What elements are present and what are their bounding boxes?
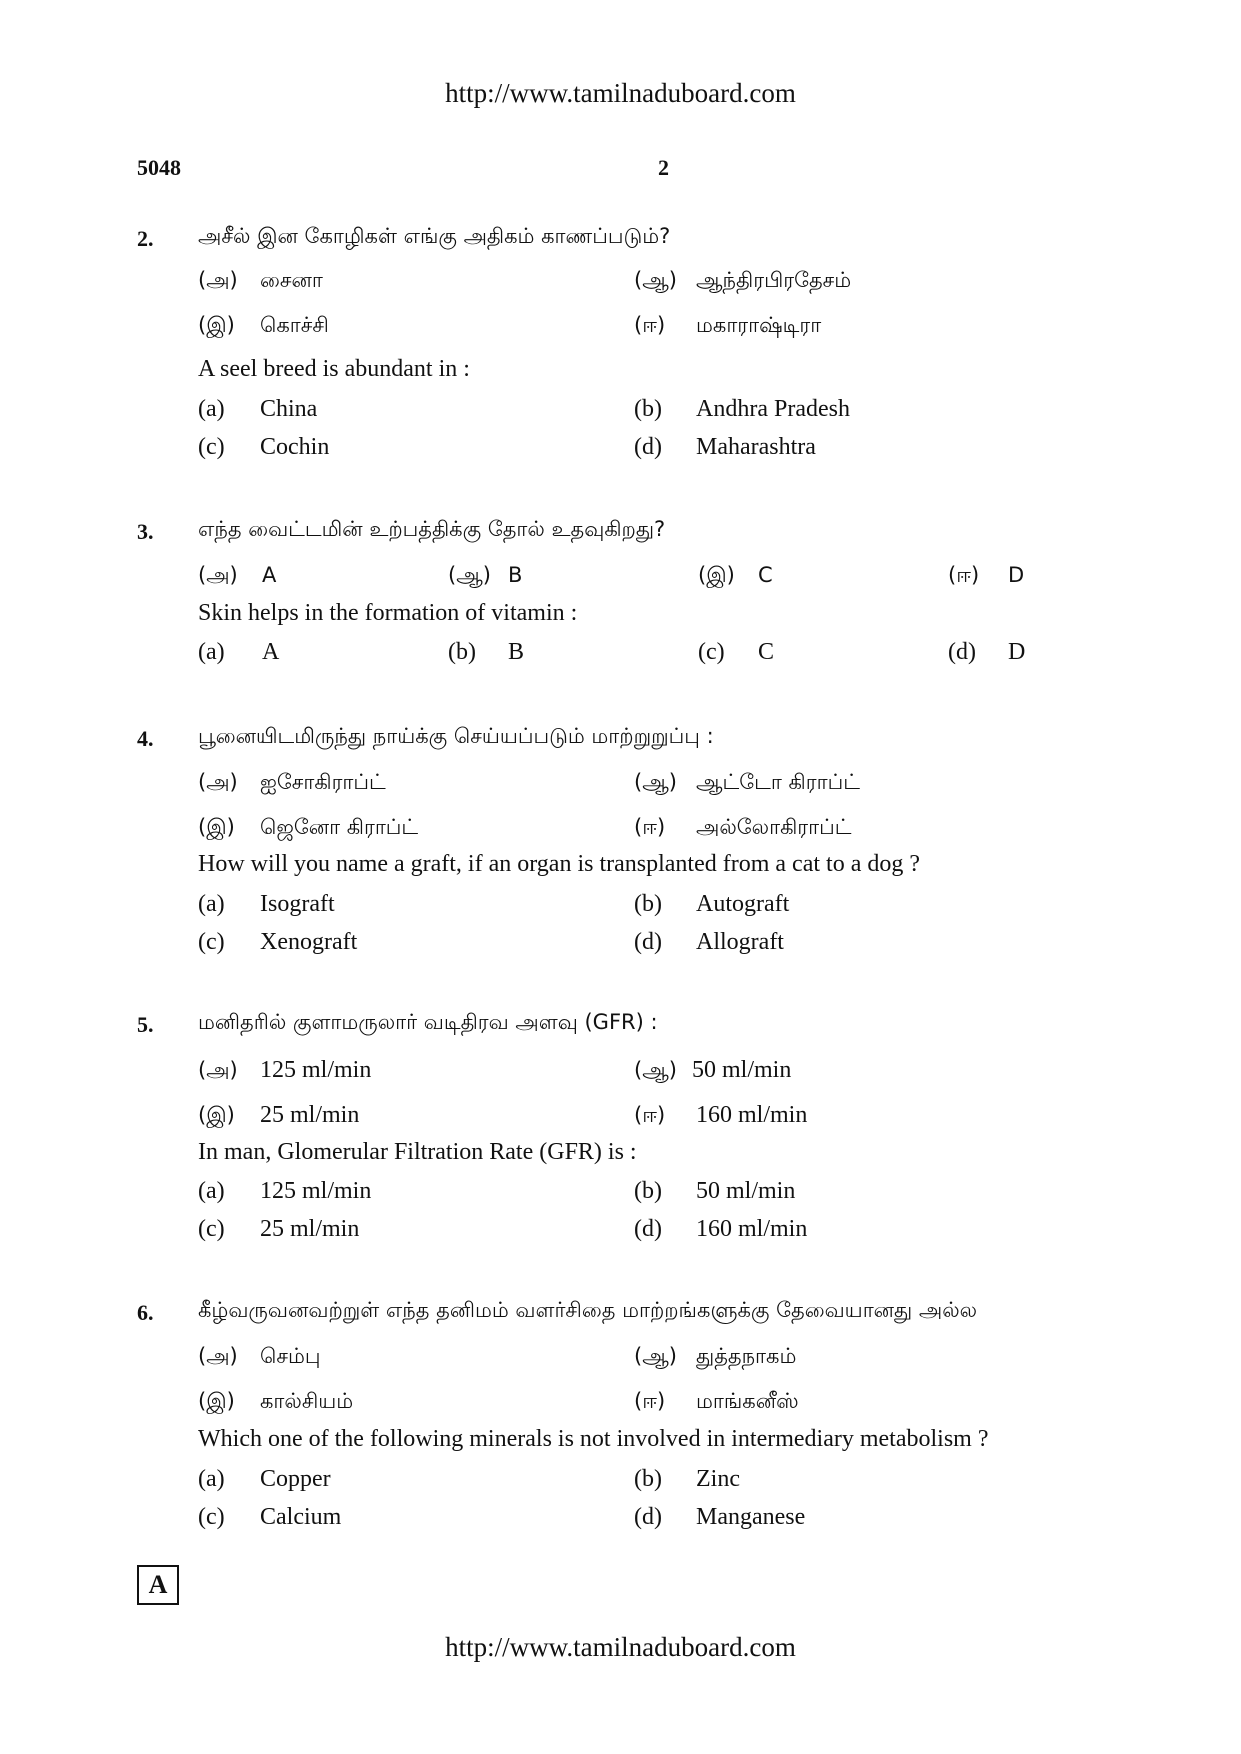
option-label: (இ) xyxy=(198,1389,235,1413)
booklet-code-box: A xyxy=(137,1565,179,1605)
option-text: ஐசோகிராப்ட் xyxy=(260,770,386,794)
option-label: (b) xyxy=(634,1178,662,1204)
option-text: C xyxy=(758,639,775,665)
option-text: Maharashtra xyxy=(696,434,816,460)
option-text: 160 ml/min xyxy=(696,1102,808,1128)
header-url: http://www.tamilnaduboard.com xyxy=(445,78,796,108)
option-text: Autograft xyxy=(696,891,790,917)
option-label: (அ) xyxy=(198,268,238,292)
option-text: 25 ml/min xyxy=(260,1216,360,1242)
question-english: Skin helps in the formation of vitamin : xyxy=(198,600,578,626)
option-english xyxy=(634,891,789,918)
question-english: In man, Glomerular Filtration Rate (GFR) is : xyxy=(198,1139,637,1165)
option-label: (d) xyxy=(948,639,976,665)
option-english xyxy=(198,1216,359,1243)
option-text: சைனா xyxy=(260,268,323,292)
option-label: (a) xyxy=(198,891,225,917)
option-text: 160 ml/min xyxy=(696,1216,808,1242)
option-text: Allograft xyxy=(696,929,784,955)
option-tamil xyxy=(634,1102,807,1130)
option-label: (ஆ) xyxy=(634,268,677,292)
question-number: 5. xyxy=(137,1012,154,1037)
option-tamil xyxy=(198,563,276,590)
option-english xyxy=(198,1178,371,1205)
option-label: (அ) xyxy=(198,770,238,794)
option-english xyxy=(948,639,1025,666)
option-text: B xyxy=(508,563,523,587)
option-tamil xyxy=(634,313,821,340)
option-text: Manganese xyxy=(696,1504,806,1530)
option-tamil xyxy=(448,563,522,590)
question-english: Which one of the following minerals is not involved in intermediary metabolism ? xyxy=(198,1426,989,1452)
option-english xyxy=(198,891,335,918)
option-label: (c) xyxy=(198,434,225,460)
option-english xyxy=(198,929,357,956)
option-label: (ஆ) xyxy=(448,563,491,587)
option-text: 50 ml/min xyxy=(696,1178,796,1204)
option-tamil xyxy=(634,1389,799,1416)
option-text: Copper xyxy=(260,1466,331,1492)
option-text: China xyxy=(260,396,318,422)
question-english: A seel breed is abundant in : xyxy=(198,356,470,382)
option-label: (ஈ) xyxy=(948,563,980,587)
question-number: 3. xyxy=(137,519,154,544)
question-number: 4. xyxy=(137,726,154,751)
option-text: 50 ml/min xyxy=(692,1057,792,1083)
option-label: (d) xyxy=(634,434,662,460)
page-number: 2 xyxy=(658,155,669,180)
option-text: ஆட்டோ கிராப்ட் xyxy=(696,770,860,794)
question-tamil: மனிதரில் குளாமருலார் வடிதிரவ அளவு (GFR) : xyxy=(198,1010,658,1034)
option-text: ஆந்திரபிரதேசம் xyxy=(696,268,852,292)
option-label: (c) xyxy=(698,639,725,665)
option-tamil xyxy=(198,1344,321,1371)
question-tamil: பூனையிடமிருந்து நாய்க்கு செய்யப்படும் மாற்றுறுப்பு : xyxy=(198,724,714,748)
option-english xyxy=(198,434,329,461)
option-text: Andhra Pradesh xyxy=(696,396,850,422)
option-text: Calcium xyxy=(260,1504,342,1530)
option-tamil xyxy=(634,815,851,842)
option-label: (d) xyxy=(634,1504,662,1530)
option-label: (அ) xyxy=(198,1344,238,1368)
option-label: (b) xyxy=(448,639,476,665)
option-text: கொச்சி xyxy=(260,313,329,337)
option-tamil xyxy=(698,563,773,590)
question-tamil: கீழ்வருவனவற்றுள் எந்த தனிமம் வளர்சிதை மாற்றங்களுக்கு தேவையானது அல்ல xyxy=(198,1298,978,1322)
option-text: A xyxy=(262,563,277,587)
option-tamil xyxy=(198,1057,371,1085)
option-label: (ஆ) xyxy=(634,1344,677,1368)
option-label: (அ) xyxy=(198,563,238,587)
option-label: (ஈ) xyxy=(634,1389,666,1413)
option-label: (இ) xyxy=(198,815,235,839)
option-text: 125 ml/min xyxy=(260,1178,372,1204)
option-tamil xyxy=(634,268,851,295)
option-tamil xyxy=(198,268,323,295)
option-text: Isograft xyxy=(260,891,335,917)
option-english xyxy=(198,639,279,666)
option-english xyxy=(634,1178,795,1205)
option-text: C xyxy=(758,563,773,587)
paper-code: 5048 xyxy=(137,155,181,180)
option-english xyxy=(198,396,317,423)
option-label: (ஆ) xyxy=(634,770,677,794)
option-english xyxy=(198,1504,341,1531)
option-label: (b) xyxy=(634,396,662,422)
option-text: செம்பு xyxy=(260,1344,321,1368)
footer-url: http://www.tamilnaduboard.com xyxy=(445,1632,796,1662)
option-label: (அ) xyxy=(198,1058,238,1082)
option-tamil xyxy=(198,770,386,797)
question-english: How will you name a graft, if an organ is transplanted from a cat to a dog ? xyxy=(198,851,921,877)
option-label: (d) xyxy=(634,929,662,955)
option-tamil xyxy=(634,1344,796,1371)
option-text: Xenograft xyxy=(260,929,358,955)
question-tamil: அசீல் இன கோழிகள் எங்கு அதிகம் காணப்படும்? xyxy=(198,224,671,248)
option-label: (c) xyxy=(198,1504,225,1530)
option-english xyxy=(198,1466,331,1493)
option-text: மகாராஷ்டிரா xyxy=(696,313,822,337)
option-label: (a) xyxy=(198,1178,225,1204)
option-tamil xyxy=(198,1102,359,1130)
option-text: துத்தநாகம் xyxy=(696,1344,797,1368)
option-text: A xyxy=(262,639,280,665)
question-number: 2. xyxy=(137,226,154,251)
option-text: D xyxy=(1008,563,1025,587)
option-text: ஜெனோ கிராப்ட் xyxy=(260,815,419,839)
option-english xyxy=(634,396,850,423)
option-label: (ஈ) xyxy=(634,1103,666,1127)
option-text: Cochin xyxy=(260,434,330,460)
option-text: மாங்கனீஸ் xyxy=(696,1389,799,1413)
option-english xyxy=(698,639,774,666)
option-english xyxy=(448,639,524,666)
option-label: (இ) xyxy=(198,313,235,337)
option-text: கால்சியம் xyxy=(260,1389,354,1413)
option-text: 125 ml/min xyxy=(260,1057,372,1083)
option-text: Zinc xyxy=(696,1466,740,1492)
option-english xyxy=(634,1466,740,1493)
option-label: (a) xyxy=(198,396,225,422)
option-text: B xyxy=(508,639,525,665)
option-label: (இ) xyxy=(698,563,735,587)
option-english xyxy=(634,434,816,461)
option-tamil xyxy=(198,313,329,340)
option-tamil xyxy=(198,1389,353,1416)
option-tamil xyxy=(198,815,418,842)
option-label: (b) xyxy=(634,891,662,917)
question-number: 6. xyxy=(137,1300,154,1325)
option-label: (ஆ) xyxy=(634,1058,677,1082)
option-text: 25 ml/min xyxy=(260,1102,360,1128)
option-label: (c) xyxy=(198,1216,225,1242)
option-text: அல்லோகிராப்ட் xyxy=(696,815,852,839)
option-text: D xyxy=(1008,639,1026,665)
option-label: (a) xyxy=(198,639,225,665)
option-label: (ஈ) xyxy=(634,313,666,337)
option-label: (இ) xyxy=(198,1103,235,1127)
option-english xyxy=(634,1216,807,1243)
option-tamil xyxy=(634,770,860,797)
option-label: (b) xyxy=(634,1466,662,1492)
option-label: (ஈ) xyxy=(634,815,666,839)
option-english xyxy=(634,1504,805,1531)
option-label: (d) xyxy=(634,1216,662,1242)
option-tamil xyxy=(948,563,1024,590)
option-label: (c) xyxy=(198,929,225,955)
question-tamil: எந்த வைட்டமின் உற்பத்திக்கு தோல் உதவுகிறது? xyxy=(198,517,666,541)
option-label: (a) xyxy=(198,1466,225,1492)
option-tamil xyxy=(634,1057,791,1085)
option-english xyxy=(634,929,784,956)
